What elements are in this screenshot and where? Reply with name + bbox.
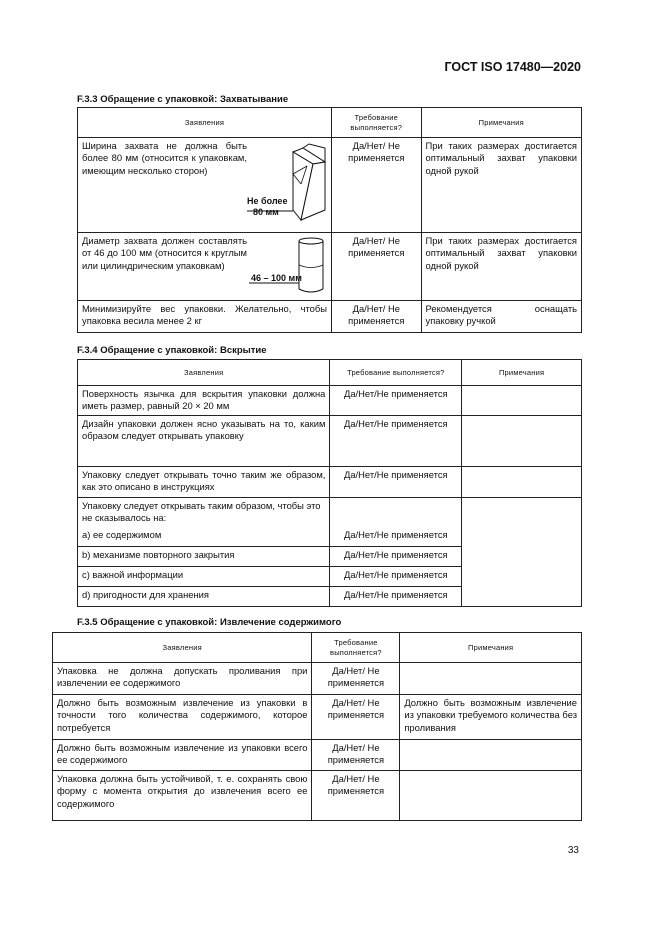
- note-cell: [462, 467, 582, 498]
- figure-label-width: 80 мм: [253, 207, 279, 217]
- statement-text: Поверхность язычка для вскрытия упаковки должна иметь размер, равный 20 × 20 мм: [78, 386, 330, 416]
- statement-text: a) ее содержимом: [78, 527, 330, 547]
- section-title-extraction: F.3.5 Обращение с упаковкой: Извлечение содержимого: [77, 617, 342, 628]
- requirement-cell: Да/Нет/ Не применяется: [312, 695, 400, 740]
- requirement-cell: Да/Нет/ Не применяется: [312, 771, 400, 821]
- requirement-cell: Да/Нет/ Не применяется: [332, 233, 422, 301]
- note-cell: [400, 740, 582, 771]
- col-header-notes: Примечания: [462, 360, 582, 386]
- table-row: [78, 233, 582, 301]
- statement-text: c) важной информации: [78, 567, 330, 587]
- statement-text: Упаковку следует открывать точно таким же образом, как это описано в инструкциях: [78, 467, 330, 498]
- carton-figure: [247, 140, 327, 228]
- requirement-cell: Да/Нет/Не применяется: [330, 527, 462, 547]
- table-row: [53, 740, 582, 771]
- table-row: [78, 138, 582, 233]
- table-row: [53, 663, 582, 695]
- requirement-cell: Да/Нет/Не применяется: [330, 467, 462, 498]
- statement-text: Упаковка не должна допускать проливания при извлечении ее содержимого: [53, 663, 312, 695]
- statement-text: Диаметр захвата должен составлять от 46 до 100 мм (относится к круглым или цилиндрическим упаковкам): [82, 235, 247, 271]
- requirement-cell: Да/Нет/ Не применяется: [312, 663, 400, 695]
- col-header-notes: Примечания: [400, 633, 582, 663]
- requirement-cell: Да/Нет/Не применяется: [330, 587, 462, 607]
- table-row: [78, 498, 582, 527]
- document-header: ГОСТ ISO 17480—2020: [444, 60, 581, 74]
- cylinder-figure: [247, 235, 327, 297]
- col-header-statements: Заявления: [53, 633, 312, 663]
- grip-table: [77, 107, 582, 333]
- table-row: [53, 695, 582, 740]
- statement-text: Должно быть возможным извлечение из упаковки всего ее содержимого: [53, 740, 312, 771]
- figure-label-max: Не более: [247, 196, 288, 206]
- statement-text: b) механизме повторного закрытия: [78, 547, 330, 567]
- requirement-cell: Да/Нет/Не применяется: [330, 386, 462, 416]
- note-cell: При таких размерах достигается оптимальный захват упаковки одной рукой: [421, 233, 581, 301]
- note-cell: [462, 498, 582, 607]
- col-header-statements: Заявления: [78, 108, 332, 138]
- requirement-cell: [330, 498, 462, 527]
- statement-text: Упаковка должна быть устойчивой, т. е. сохранять свою форму с момента открытия до извлечения всего ее содержимого: [53, 771, 312, 821]
- statement-text: Дизайн упаковки должен ясно указывать на то, каким образом следует открывать упаковку: [78, 416, 330, 467]
- section-title-opening: F.3.4 Обращение с упаковкой: Вскрытие: [77, 345, 267, 356]
- requirement-cell: Да/Нет/Не применяется: [330, 416, 462, 467]
- col-header-requirement: Требование выполняется?: [312, 633, 400, 663]
- statement-text: d) пригодности для хранения: [78, 587, 330, 607]
- table-row: [78, 301, 582, 333]
- figure-label-diameter: 46 – 100 мм: [251, 273, 302, 283]
- requirement-cell: Да/Нет/ Не применяется: [332, 301, 422, 333]
- note-cell: [400, 663, 582, 695]
- requirement-cell: Да/Нет/Не применяется: [330, 547, 462, 567]
- statement-text: Ширина захвата не должна быть более 80 мм (относится к упаковкам, имеющим несколько сторон): [82, 140, 247, 176]
- table-row: [78, 386, 582, 416]
- note-cell: Должно быть возможным извлечение из упаковки требуемого количества без проливания: [400, 695, 582, 740]
- note-cell: При таких размерах достигается оптимальный захват упаковки одной рукой: [421, 138, 581, 233]
- extraction-table: [52, 632, 582, 821]
- table-row: [78, 467, 582, 498]
- page-number: 33: [567, 845, 579, 856]
- requirement-cell: Да/Нет/ Не применяется: [312, 740, 400, 771]
- note-cell: [400, 771, 582, 821]
- note-cell: [462, 416, 582, 467]
- table-row: [53, 771, 582, 821]
- statement-text: Упаковку следует открывать таким образом, чтобы это не сказывалось на:: [78, 498, 330, 527]
- requirement-cell: Да/Нет/ Не применяется: [332, 138, 422, 233]
- statement-text: Должно быть возможным извлечение из упаковки в точности того количества содержимого, которое потребуется: [53, 695, 312, 740]
- col-header-notes: Примечания: [421, 108, 581, 138]
- statement-text: Минимизируйте вес упаковки. Желательно, чтобы упаковка весила менее 2 кг: [78, 301, 332, 333]
- section-title-grip: F.3.3 Обращение с упаковкой: Захватывание: [77, 94, 289, 105]
- requirement-cell: Да/Нет/Не применяется: [330, 567, 462, 587]
- table-row: [78, 416, 582, 467]
- col-header-requirement: Требование выполняется?: [332, 108, 422, 138]
- note-cell: Рекомендуется оснащать упаковку ручкой: [421, 301, 581, 333]
- col-header-requirement: Требование выполняется?: [330, 360, 462, 386]
- col-header-statements: Заявления: [78, 360, 330, 386]
- note-cell: [462, 386, 582, 416]
- opening-table: [77, 359, 582, 607]
